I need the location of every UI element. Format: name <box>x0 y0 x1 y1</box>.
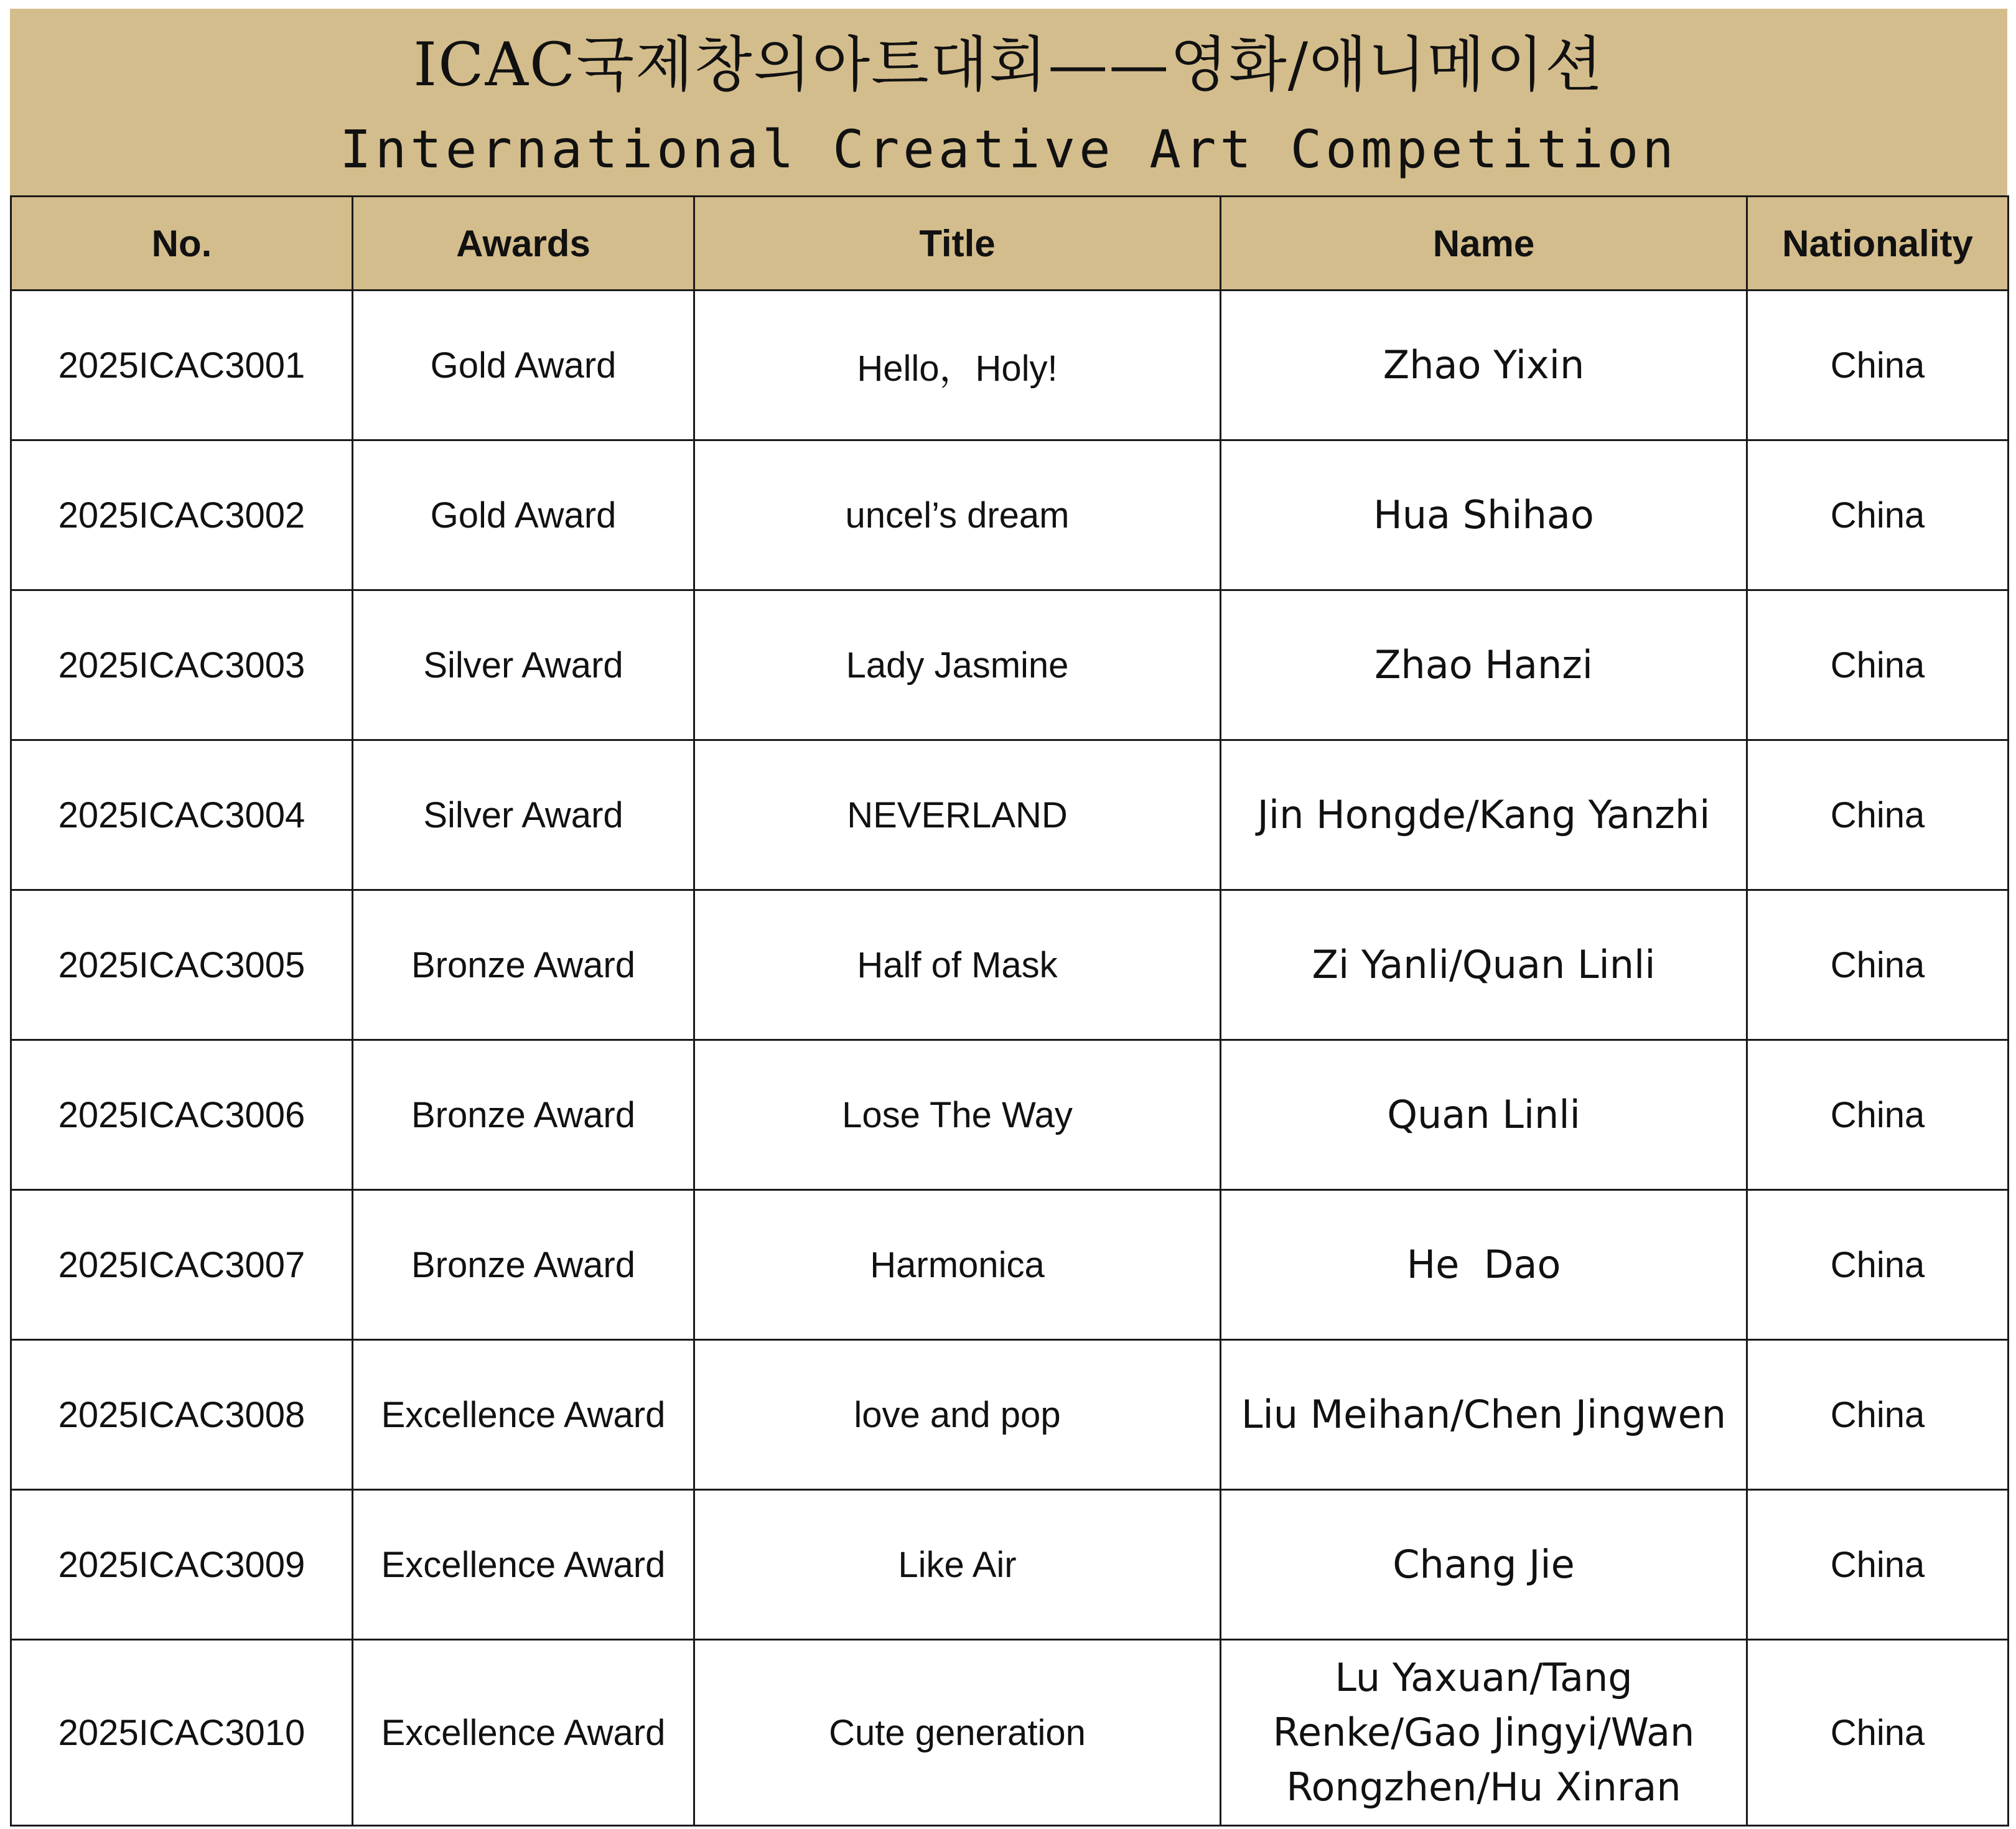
cell-name: Zhao Hanzi <box>1221 590 1747 740</box>
table-row <box>11 291 2009 440</box>
table-header-row <box>11 197 2009 291</box>
cell-nationality: China <box>1747 1490 2009 1640</box>
cell-award: Gold Award <box>353 291 694 440</box>
cell-no: 2025ICAC3002 <box>11 440 353 590</box>
cell-nationality: China <box>1747 740 2009 890</box>
page-title-english: International Creative Art Competition <box>340 119 1678 180</box>
table-row <box>11 1640 2009 1826</box>
table-row <box>11 1490 2009 1640</box>
cell-title: Like Air <box>694 1490 1221 1640</box>
cell-award: Excellence Award <box>353 1640 694 1826</box>
cell-no: 2025ICAC3007 <box>11 1190 353 1340</box>
cell-name: Jin Hongde/Kang Yanzhi <box>1221 740 1747 890</box>
cell-award: Excellence Award <box>353 1340 694 1490</box>
cell-no: 2025ICAC3004 <box>11 740 353 890</box>
cell-name: Quan Linli <box>1221 1040 1747 1190</box>
table-row <box>11 440 2009 590</box>
cell-name: He Dao <box>1221 1190 1747 1340</box>
cell-nationality: China <box>1747 440 2009 590</box>
cell-nationality: China <box>1747 590 2009 740</box>
cell-nationality: China <box>1747 1190 2009 1340</box>
cell-nationality: China <box>1747 1640 2009 1826</box>
cell-no: 2025ICAC3001 <box>11 291 353 440</box>
column-header-name: Name <box>1221 197 1747 291</box>
cell-no: 2025ICAC3009 <box>11 1490 353 1640</box>
cell-title: Hello，Holy! <box>694 291 1221 440</box>
cell-name: Lu Yaxuan/Tang Renke/Gao Jingyi/Wan Rongzhen/Hu Xinran <box>1221 1640 1747 1826</box>
table-row <box>11 590 2009 740</box>
results-sheet <box>10 9 2007 1827</box>
table-row <box>11 1190 2009 1340</box>
cell-name: Liu Meihan/Chen Jingwen <box>1221 1340 1747 1490</box>
cell-name: Chang Jie <box>1221 1490 1747 1640</box>
column-header-title: Title <box>694 197 1221 291</box>
cell-nationality: China <box>1747 1340 2009 1490</box>
cell-title: love and pop <box>694 1340 1221 1490</box>
title-banner <box>10 9 2007 195</box>
awards-table <box>10 195 2009 1827</box>
table-row <box>11 740 2009 890</box>
cell-no: 2025ICAC3010 <box>11 1640 353 1826</box>
cell-nationality: China <box>1747 291 2009 440</box>
page-title-korean: ICAC국제창의아트대회——영화/애니메이션 <box>413 30 1604 100</box>
table-row <box>11 1340 2009 1490</box>
cell-title: Harmonica <box>694 1190 1221 1340</box>
column-header-nationality: Nationality <box>1747 197 2009 291</box>
cell-award: Bronze Award <box>353 890 694 1040</box>
column-header-no: No. <box>11 197 353 291</box>
cell-no: 2025ICAC3008 <box>11 1340 353 1490</box>
cell-name: Zhao Yixin <box>1221 291 1747 440</box>
cell-title: Lose The Way <box>694 1040 1221 1190</box>
cell-title: Cute generation <box>694 1640 1221 1826</box>
table-row <box>11 890 2009 1040</box>
cell-award: Gold Award <box>353 440 694 590</box>
column-header-awards: Awards <box>353 197 694 291</box>
cell-no: 2025ICAC3003 <box>11 590 353 740</box>
cell-award: Excellence Award <box>353 1490 694 1640</box>
cell-name: Zi Yanli/Quan Linli <box>1221 890 1747 1040</box>
cell-name: Hua Shihao <box>1221 440 1747 590</box>
cell-nationality: China <box>1747 890 2009 1040</box>
cell-nationality: China <box>1747 1040 2009 1190</box>
cell-no: 2025ICAC3006 <box>11 1040 353 1190</box>
cell-title: uncel’s dream <box>694 440 1221 590</box>
cell-award: Bronze Award <box>353 1190 694 1340</box>
cell-title: Lady Jasmine <box>694 590 1221 740</box>
cell-title: NEVERLAND <box>694 740 1221 890</box>
cell-award: Silver Award <box>353 740 694 890</box>
cell-award: Bronze Award <box>353 1040 694 1190</box>
table-row <box>11 1040 2009 1190</box>
cell-no: 2025ICAC3005 <box>11 890 353 1040</box>
cell-title: Half of Mask <box>694 890 1221 1040</box>
cell-award: Silver Award <box>353 590 694 740</box>
